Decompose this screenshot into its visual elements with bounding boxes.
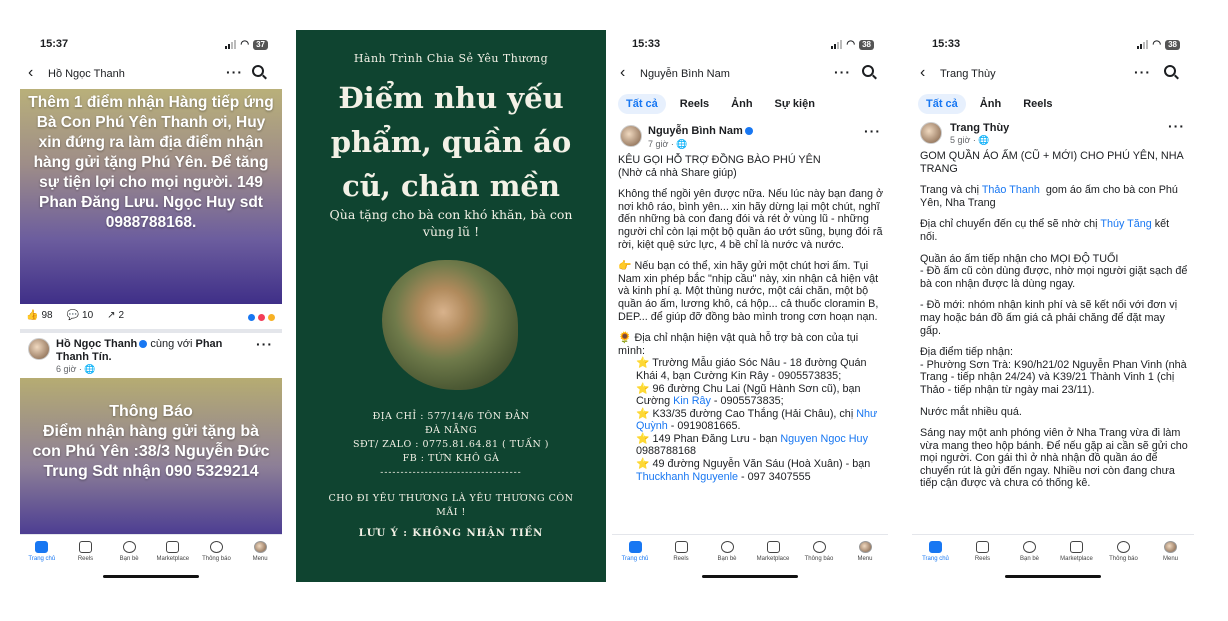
nav-home[interactable]: Trang chủ bbox=[916, 541, 956, 582]
bell-icon bbox=[1117, 541, 1130, 553]
more-options-icon[interactable]: ··· bbox=[226, 64, 243, 80]
friends-icon bbox=[123, 541, 136, 553]
bell-icon bbox=[210, 541, 223, 553]
post-body bbox=[618, 154, 887, 483]
profile-header bbox=[20, 64, 282, 86]
post-line: GOM QUẦN ÁO ẤM (CŨ + MỚI) CHO PHÚ YÊN, NHA TRANG bbox=[920, 150, 1186, 175]
battery-icon: 38 bbox=[1165, 40, 1180, 50]
comment-button[interactable]: 💬 10 bbox=[66, 310, 94, 321]
home-indicator bbox=[103, 575, 199, 578]
post-paragraph: Sáng nay một anh phóng viên ở Nha Trang vừa đi làm vừa mang theo hộp bánh. Để nếu gặp ai cần sẽ gửi cho mọi người. Con gái thì ở nhà nhận đồ quần áo để chuyển rút là gửi đến ngay. Nhiều nơi còn đang chưa tiếp cận được và chưa có thống kê. bbox=[920, 427, 1191, 490]
signal-icon bbox=[1137, 40, 1148, 49]
poster-footer: CHO ĐI YÊU THƯƠNG LÀ YÊU THƯƠNG CÒN MÃI ! bbox=[328, 493, 574, 518]
post-paragraph: Nước mắt nhiều quá. bbox=[920, 405, 1022, 418]
avatar[interactable] bbox=[28, 338, 50, 360]
poster-title: Điểm nhu yếu phẩm, quần áo cũ, chăn mền bbox=[330, 81, 572, 203]
share-count: 2 bbox=[118, 310, 125, 321]
tab-reels[interactable]: Reels bbox=[679, 98, 710, 110]
post-more-icon[interactable]: ··· bbox=[1168, 118, 1185, 134]
tagged-link[interactable]: Như Quỳnh bbox=[636, 407, 881, 433]
home-indicator bbox=[702, 575, 798, 578]
post-paragraph: Không thể ngồi yên được nữa. Nếu lúc này bạn đang ở nơi khô ráo, bình yên... xin hãy dừng lại một chút, nghĩ đến những bà con đang đói và rét ở vùng lũ - những người chỉ còn lại một bộ quần áo ướt sũng, bụng đói rã rời, kiệt quệ sức lực, 4 bề chỉ là nước và nước. bbox=[618, 188, 887, 251]
avatar[interactable] bbox=[920, 122, 942, 144]
home-indicator bbox=[1005, 575, 1101, 578]
profile-avatar-icon bbox=[859, 541, 872, 553]
poster-phone: SĐT/ ZALO : 0775.81.64.81 ( TUẤN ) bbox=[352, 439, 550, 450]
bottom-nav bbox=[612, 534, 888, 582]
like-count: 98 bbox=[41, 310, 53, 321]
battery-icon: 37 bbox=[253, 40, 268, 50]
post-list-item: ⭐ 96 đường Chu Lai (Ngũ Hành Sơn cũ), bạn Cường Kin Rây - 0905573835; bbox=[636, 382, 864, 408]
search-icon[interactable] bbox=[862, 65, 874, 77]
tab-events[interactable]: Sự kiện bbox=[774, 98, 815, 110]
friends-icon bbox=[1023, 541, 1036, 553]
filter-tabs bbox=[618, 94, 823, 114]
tab-all[interactable]: Tất cả bbox=[918, 94, 966, 114]
wifi-icon: ◠ bbox=[240, 39, 250, 50]
post-paragraph: 🌻 Địa chỉ nhận hiện vật quà hỗ trợ bà con của tụi mình: bbox=[618, 332, 862, 357]
profile-avatar-icon bbox=[254, 541, 267, 553]
post-paragraph: - Đồ mới: nhóm nhận kinh phí và sẽ kết nối với đơn vị may hoặc bán đồ ấm giá cả phải chăng để đặt may gấp. bbox=[920, 299, 1181, 337]
tagged-link[interactable]: Thảo Thanh bbox=[981, 184, 1040, 197]
post-list-item: ⭐ 49 đường Nguyễn Văn Sáu (Hoà Xuân) - bạn Thuckhanh Nguyenle - 097 3407555 bbox=[636, 458, 874, 483]
verified-icon bbox=[139, 340, 147, 348]
wifi-icon: ◠ bbox=[1152, 39, 1162, 50]
back-arrow-icon[interactable]: ‹ bbox=[920, 64, 926, 81]
donation-poster bbox=[296, 30, 606, 582]
search-icon[interactable] bbox=[1164, 65, 1176, 77]
poster-contact-info bbox=[296, 410, 606, 466]
tagged-link[interactable]: Kin Rây bbox=[673, 395, 711, 408]
nav-reels[interactable]: Reels bbox=[963, 541, 1003, 582]
friends-icon bbox=[721, 541, 734, 553]
nav-friends[interactable]: Bạn bè bbox=[707, 541, 747, 582]
post-author-name[interactable]: Trang Thùy bbox=[950, 122, 1010, 134]
poster-subtitle: Qùa tặng cho bà con khó khăn, bà con vùng lũ ! bbox=[329, 207, 573, 239]
status-bar bbox=[912, 38, 1194, 52]
nav-home[interactable]: Trang chủ bbox=[615, 541, 655, 582]
tab-photos[interactable]: Ảnh bbox=[979, 98, 1002, 110]
post-paragraph: Quần áo ấm tiếp nhận cho MỌI ĐỘ TUỔI - Đồ ấm cũ còn dùng được, nhờ mọi người giặt sạch để bà con nhận được là dùng ngay. bbox=[920, 252, 1188, 290]
screenshot-profile-ho-ngoc-thanh bbox=[20, 30, 282, 582]
header-profile-name: Nguyễn Bình Nam bbox=[640, 68, 730, 80]
post-author-name[interactable]: Nguyễn Bình Nam bbox=[648, 125, 743, 137]
more-options-icon[interactable]: ··· bbox=[834, 64, 851, 80]
marketplace-icon bbox=[166, 541, 179, 553]
status-time: 15:37 bbox=[40, 38, 69, 50]
post-author-name[interactable]: Hồ Ngọc Thanh bbox=[56, 338, 138, 350]
post-author-line bbox=[950, 122, 1009, 135]
text-post-card[interactable]: Thông Báo Điểm nhận hàng gửi tặng bà con Phú Yên :38/3 Nguyễn Đức Trung Sdt nhận 090 5329214 bbox=[20, 378, 282, 538]
nav-friends[interactable]: Bạn bè bbox=[1010, 541, 1050, 582]
reels-icon bbox=[675, 541, 688, 553]
home-icon bbox=[35, 541, 48, 553]
like-button[interactable]: 👍 98 bbox=[26, 310, 53, 321]
nav-notifications[interactable]: Thông báo bbox=[1104, 541, 1144, 582]
poster-address: ĐỊA CHỈ : 577/14/6 TÔN ĐẢN bbox=[372, 411, 530, 422]
signal-icon bbox=[225, 40, 236, 49]
divider bbox=[20, 329, 282, 333]
text-post-card[interactable]: Thêm 1 điểm nhận Hàng tiếp ứng Bà Con Phú Yên Thanh ơi, Huy xin đứng ra làm địa điểm nhận hàng gửi tặng Phú Yên. Để tăng sự tiện lợi cho mọi người. 149 Phan Đăng Lưu. Ngọc Huy sdt 0988788168. bbox=[20, 89, 282, 304]
header-profile-name: Hồ Ngọc Thanh bbox=[48, 68, 125, 80]
verified-icon bbox=[745, 127, 753, 135]
wifi-icon: ◠ bbox=[846, 39, 856, 50]
reels-icon bbox=[79, 541, 92, 553]
poster-top-line: Hành Trình Chia Sẻ Yêu Thương bbox=[353, 52, 549, 65]
nav-reels[interactable]: Reels bbox=[65, 541, 105, 582]
reaction-emojis-icon bbox=[249, 313, 276, 322]
nav-marketplace[interactable]: Marketplace bbox=[153, 541, 193, 582]
back-arrow-icon[interactable]: ‹ bbox=[28, 64, 34, 81]
nav-notifications[interactable]: Thông báo bbox=[196, 541, 236, 582]
post-author-line bbox=[648, 125, 753, 138]
post-line: KÊU GỌI HỖ TRỢ ĐỒNG BÀO PHÚ YÊN bbox=[618, 154, 821, 166]
nav-marketplace[interactable]: Marketplace bbox=[1057, 541, 1097, 582]
poster-city: ĐÀ NẴNG bbox=[424, 425, 478, 436]
poster-divider: ----------------------------------- bbox=[380, 468, 522, 478]
search-icon[interactable] bbox=[252, 65, 264, 77]
nav-home[interactable]: Trang chủ bbox=[22, 541, 62, 582]
post-more-icon[interactable]: ··· bbox=[864, 123, 881, 139]
post-body bbox=[920, 150, 1191, 490]
status-time: 15:33 bbox=[632, 38, 661, 50]
poster-note: LƯU Ý : KHÔNG NHẬN TIỀN bbox=[358, 528, 544, 539]
post-list-item: ⭐ Trường Mẫu giáo Sóc Nâu - 18 đường Quán Khái 4, bạn Cường Kin Rây - 0905573835; bbox=[636, 357, 870, 382]
nav-notifications[interactable]: Thông báo bbox=[799, 541, 839, 582]
nav-menu[interactable]: Menu bbox=[845, 541, 885, 582]
bottom-nav bbox=[20, 534, 282, 582]
post-timestamp: 6 giờ · 🌐 bbox=[56, 364, 96, 374]
home-icon bbox=[629, 541, 642, 553]
post-paragraph: Địa chỉ chuyển đến cụ thể sẽ nhờ chị Thúy Tăng kết nối. bbox=[920, 218, 1173, 243]
nav-reels[interactable]: Reels bbox=[661, 541, 701, 582]
post-paragraph: 👉 Nếu bạn có thể, xin hãy gửi một chút hơi ấm. Tụi Nam xin phép bắc "nhịp cầu" này, xin nhận cả hiện vật và kinh phí ạ. Một thùng nước, một cái chăn, một bộ quần áo ấm, lương khô, cá hộp... cả thuốc cloramin B, DEP... để giúp đỡ đồng bào mình trong cơn hoạn nạn. bbox=[618, 260, 882, 323]
bottom-nav bbox=[912, 534, 1194, 582]
tagged-link[interactable]: Thuckhanh Nguyenle bbox=[636, 470, 739, 483]
post-timestamp: 7 giờ · 🌐 bbox=[648, 139, 688, 149]
post-paragraph: Trang và chị Thảo Thanh gom áo ấm cho bà con Phú Yên, Nha Trang bbox=[920, 184, 1181, 209]
profile-header bbox=[912, 64, 1194, 86]
more-options-icon[interactable]: ··· bbox=[1134, 64, 1151, 80]
screenshot-profile-nguyen-binh-nam bbox=[612, 30, 888, 582]
post-more-icon[interactable]: ··· bbox=[256, 336, 273, 352]
profile-avatar-icon bbox=[1164, 541, 1177, 553]
post-tagged-name[interactable]: Phan Thanh Tín. bbox=[56, 338, 223, 363]
post-list-item: ⭐ K33/35 đường Cao Thắng (Hải Châu), chị Như Quỳnh - 0919081665. bbox=[636, 407, 881, 433]
tagged-link[interactable]: Thúy Tăng bbox=[1100, 218, 1152, 231]
share-button[interactable]: ↗ 2 bbox=[107, 310, 125, 321]
child-photo bbox=[382, 260, 518, 390]
reels-icon bbox=[976, 541, 989, 553]
header-profile-name: Trang Thùy bbox=[940, 68, 996, 80]
comment-count: 10 bbox=[82, 310, 94, 321]
bell-icon bbox=[813, 541, 826, 553]
nav-menu[interactable]: Menu bbox=[240, 541, 280, 582]
tab-reels[interactable]: Reels bbox=[1023, 98, 1053, 110]
post-list-item: ⭐ 149 Phan Đăng Lưu - bạn Nguyen Ngoc Huy 0988788168 bbox=[636, 432, 871, 458]
status-bar bbox=[20, 38, 282, 52]
post-author-line bbox=[56, 338, 252, 364]
status-bar bbox=[612, 38, 888, 52]
profile-header bbox=[612, 64, 888, 86]
home-icon bbox=[929, 541, 942, 553]
post-with-text: cùng với bbox=[150, 338, 193, 350]
tab-photos[interactable]: Ảnh bbox=[731, 98, 753, 110]
screenshot-profile-trang-thuy bbox=[912, 30, 1194, 582]
post-line: (Nhờ cả nhà Share giúp) bbox=[618, 166, 737, 179]
back-arrow-icon[interactable]: ‹ bbox=[620, 64, 626, 81]
tagged-link[interactable]: Nguyen Ngoc Huy bbox=[780, 432, 868, 445]
signal-icon bbox=[831, 40, 842, 49]
tab-all[interactable]: Tất cả bbox=[618, 94, 666, 114]
poster-facebook: FB : TỨN KHÔ GÀ bbox=[402, 453, 500, 464]
filter-tabs bbox=[918, 94, 1061, 114]
marketplace-icon bbox=[1070, 541, 1083, 553]
avatar[interactable] bbox=[620, 125, 642, 147]
nav-marketplace[interactable]: Marketplace bbox=[753, 541, 793, 582]
post-timestamp: 5 giờ · 🌐 bbox=[950, 135, 990, 145]
marketplace-icon bbox=[767, 541, 780, 553]
reaction-bar bbox=[26, 310, 276, 321]
nav-menu[interactable]: Menu bbox=[1151, 541, 1191, 582]
post-paragraph: Địa điểm tiếp nhận: - Phường Sơn Trà: K90/h21/02 Nguyễn Phan Vinh (nhà Trang - tiếp nhận 24/24) và K39/21 Thành Vinh 1 (chị Thảo - tiếp nhận từ ngày mai 23/11). bbox=[920, 346, 1187, 396]
status-time: 15:33 bbox=[932, 38, 961, 50]
battery-icon: 38 bbox=[859, 40, 874, 50]
nav-friends[interactable]: Bạn bè bbox=[109, 541, 149, 582]
